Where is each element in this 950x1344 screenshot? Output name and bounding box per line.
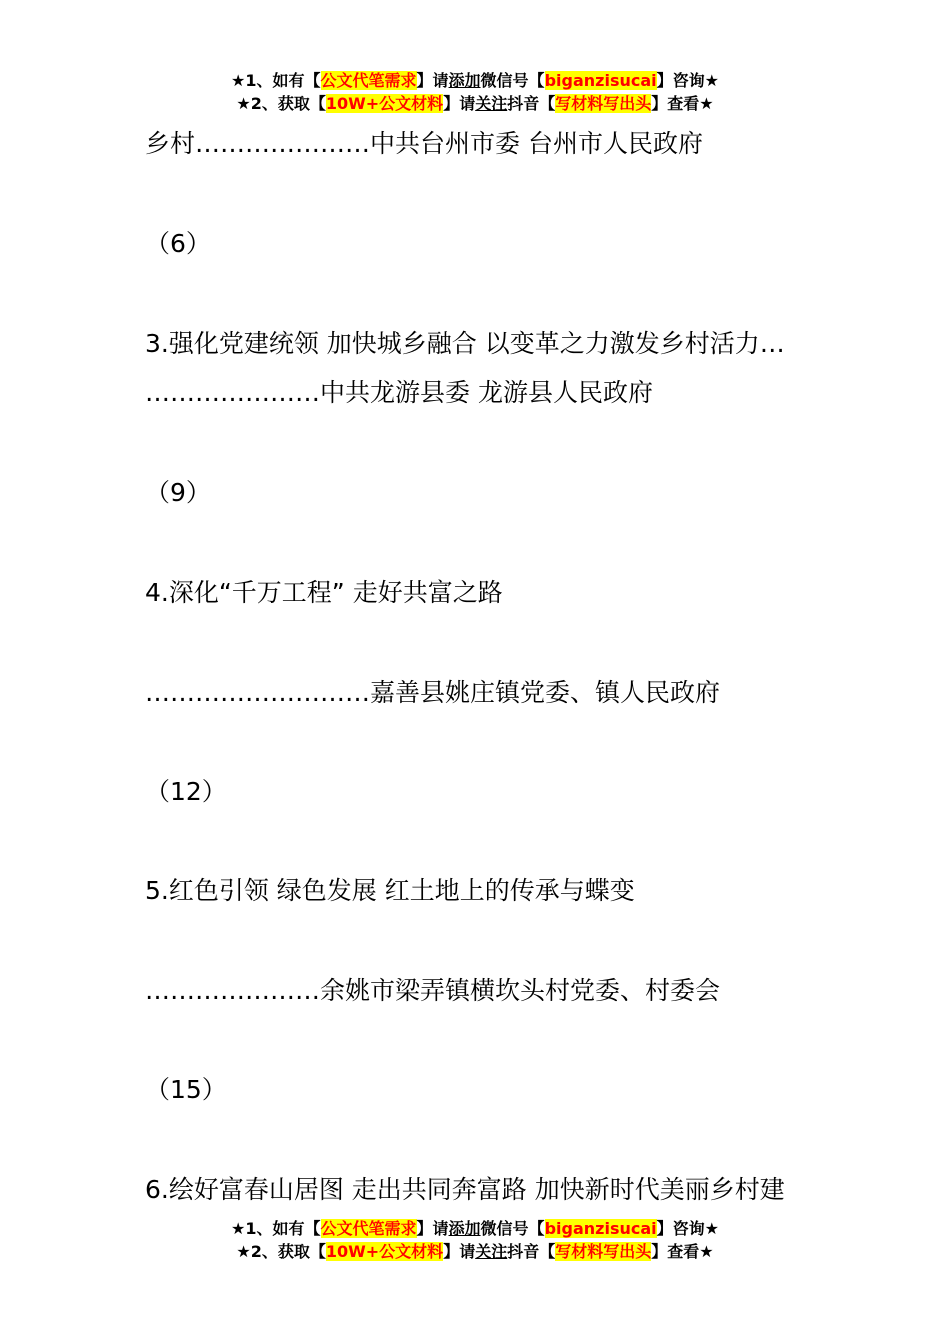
banner-line-2	[0, 1240, 950, 1263]
banner-text: 】咨询★	[656, 71, 719, 90]
banner-text: 】请	[416, 1219, 449, 1238]
toc-line: 乡村…………………中共台州市委 台州市人民政府	[145, 129, 703, 158]
highlight-wechat-id: biganzisucai	[544, 71, 657, 90]
banner-line-2	[0, 92, 950, 115]
banner-text: 】查看★	[651, 1242, 714, 1261]
highlight-douyin: 写材料写出头	[555, 94, 652, 113]
banner-text: 抖音【	[507, 1242, 556, 1261]
banner-line-1	[0, 1217, 950, 1240]
banner-line-1	[0, 69, 950, 92]
highlight-materials: 10W+公文材料	[325, 1242, 444, 1261]
page-number: （12）	[145, 777, 227, 806]
banner-text: ★2、获取【	[236, 94, 326, 113]
banner-text: 抖音【	[507, 94, 556, 113]
highlight-douyin: 写材料写出头	[555, 1242, 652, 1261]
toc-line: ………………………嘉善县姚庄镇党委、镇人民政府	[145, 678, 721, 707]
toc-title: 5.红色引领 绿色发展 红土地上的传承与蝶变	[145, 876, 635, 905]
toc-title: 6.绘好富春山居图 走出共同奔富路 加快新时代美丽乡村建	[145, 1175, 785, 1204]
banner-text: 】请	[443, 1242, 476, 1261]
underlined-text: 关注	[475, 94, 508, 113]
banner-text: 】请	[443, 94, 476, 113]
toc-line: …………………余姚市梁弄镇横坎头村党委、村委会	[145, 976, 721, 1005]
banner-text: ★1、如有【	[231, 71, 321, 90]
bottom-banner	[0, 1217, 950, 1263]
banner-text: 】查看★	[651, 94, 714, 113]
top-banner	[0, 69, 950, 115]
page-number: （9）	[145, 478, 211, 507]
banner-text: ★2、获取【	[236, 1242, 326, 1261]
underlined-text: 添加	[448, 1219, 481, 1238]
banner-text: ★1、如有【	[231, 1219, 321, 1238]
toc-title: 4.深化“千万工程” 走好共富之路	[145, 578, 503, 607]
banner-text: 】咨询★	[656, 1219, 719, 1238]
underlined-text: 添加	[448, 71, 481, 90]
highlight-service: 公文代笔需求	[320, 71, 417, 90]
underlined-text: 关注	[475, 1242, 508, 1261]
toc-line: …………………中共龙游县委 龙游县人民政府	[145, 378, 653, 407]
banner-text: 微信号【	[480, 71, 545, 90]
banner-text: 】请	[416, 71, 449, 90]
toc-title: 3.强化党建统领 加快城乡融合 以变革之力激发乡村活力…	[145, 329, 785, 358]
highlight-wechat-id: biganzisucai	[544, 1219, 657, 1238]
page-number: （6）	[145, 229, 211, 258]
page-number: （15）	[145, 1075, 227, 1104]
banner-text: 微信号【	[480, 1219, 545, 1238]
highlight-materials: 10W+公文材料	[325, 94, 444, 113]
highlight-service: 公文代笔需求	[320, 1219, 417, 1238]
